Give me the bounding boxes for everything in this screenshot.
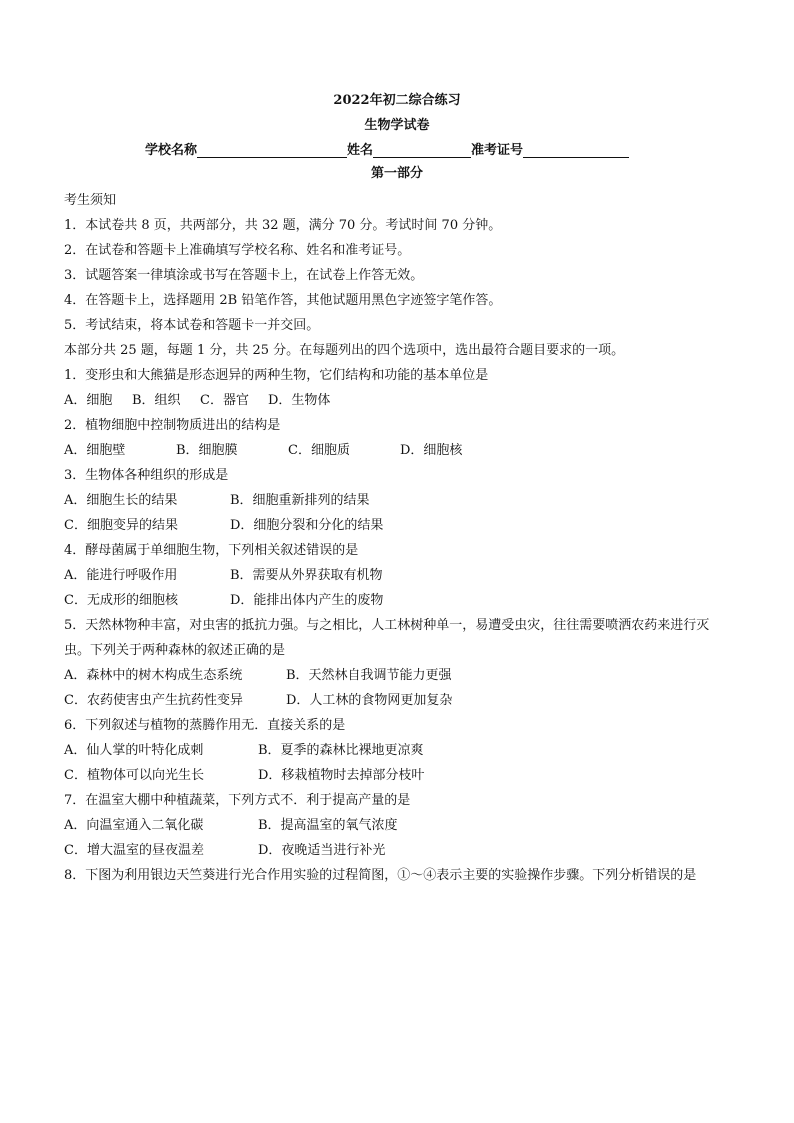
option-b: B．提高温室的氧气浓度 (258, 818, 398, 833)
instruction-item: 1．本试卷共 8 页，共两部分，共 32 题，满分 70 分。考试时间 70 分钟。 (64, 218, 502, 233)
option-c: C．植物体可以向光生长 (64, 768, 204, 783)
option-d: D．人工林的食物网更加复杂 (286, 693, 453, 708)
exam-subtitle: 生物学试卷 (364, 118, 430, 133)
option-row (64, 763, 734, 788)
option-d: D．移栽植物时去掉部分枝叶 (258, 768, 425, 783)
question-stem: 3．生物体各种组织的形成是 (64, 468, 229, 483)
exam-body (64, 188, 734, 888)
option-a: A．细胞壁 (64, 443, 126, 458)
option-row (64, 688, 734, 713)
option-a: A．森林中的树木构成生态系统 (64, 668, 243, 683)
school-blank (197, 143, 347, 158)
option-row (64, 738, 734, 763)
candidate-info-line (145, 138, 629, 158)
option-row (64, 813, 734, 838)
name-label: 姓名 (347, 143, 374, 158)
option-c: C．细胞质 (288, 443, 350, 458)
option-row (64, 838, 734, 863)
question-stem: 2．植物细胞中控制物质进出的结构是 (64, 418, 281, 433)
option-c: C．增大温室的昼夜温差 (64, 843, 204, 858)
exam-header (0, 88, 794, 181)
question-stem: 6．下列叙述与植物的蒸腾作用无．直接关系的是 (64, 718, 346, 733)
option-a: A．能进行呼吸作用 (64, 568, 178, 583)
instruction-item: 3．试题答案一律填涂或书写在答题卡上，在试卷上作答无效。 (64, 268, 424, 283)
option-a: A．细胞 (64, 393, 113, 408)
question-stem: 7．在温室大棚中种植蔬菜，下列方式不．利于提高产量的是 (64, 793, 411, 808)
option-c: C．无成形的细胞核 (64, 593, 178, 608)
option-row (64, 513, 734, 538)
option-c: C．器官 (200, 393, 249, 408)
instruction-item: 4．在答题卡上，选择题用 2B 铅笔作答，其他试题用黑色字迹签字笔作答。 (64, 293, 502, 308)
question-stem: 8．下图为利用银边天竺葵进行光合作用实验的过程简图，①～④表示主要的实验操作步骤。下列分析错误的是 (64, 868, 697, 883)
option-b: B．组织 (132, 393, 181, 408)
exam-title: 2022年初二综合练习 (333, 93, 461, 108)
option-c: C．农药使害虫产生抗药性变异 (64, 693, 243, 708)
option-row (64, 388, 734, 413)
option-d: D．细胞分裂和分化的结果 (230, 518, 384, 533)
option-row (64, 438, 734, 463)
option-a: A．向温室通入二氧化碳 (64, 818, 204, 833)
option-d: D．生物体 (268, 393, 331, 408)
option-row (64, 488, 734, 513)
option-b: B．需要从外界获取有机物 (230, 568, 383, 583)
name-blank (373, 143, 471, 158)
question-stem: 4．酵母菌属于单细胞生物，下列相关叙述错误的是 (64, 543, 359, 558)
option-b: B．细胞重新排列的结果 (230, 493, 370, 508)
option-d: D．细胞核 (400, 443, 463, 458)
option-a: A．仙人掌的叶特化成刺 (64, 743, 204, 758)
question-stem: 5．天然林物种丰富，对虫害的抵抗力强。与之相比，人工林树种单一，易遭受虫灾，往往需要喷洒农药来进行灭虫。下列关于两种森林的叙述正确的是 (64, 618, 710, 658)
instruction-item: 5．考试结束，将本试卷和答题卡一并交回。 (64, 318, 320, 333)
instruction-item: 2．在试卷和答题卡上准确填写学校名称、姓名和准考证号。 (64, 243, 411, 258)
exam-id-label: 准考证号 (471, 143, 524, 158)
part-intro: 本部分共 25 题，每题 1 分，共 25 分。在每题列出的四个选项中，选出最符合题目要求的一项。 (64, 343, 625, 358)
option-row (64, 563, 734, 588)
exam-id-blank (523, 143, 629, 158)
option-c: C．细胞变异的结果 (64, 518, 178, 533)
section-title: 第一部分 (370, 166, 423, 181)
school-label: 学校名称 (145, 143, 198, 158)
option-a: A．细胞生长的结果 (64, 493, 178, 508)
option-row (64, 588, 734, 613)
option-b: B．细胞膜 (176, 443, 238, 458)
instructions-heading: 考生须知 (64, 193, 117, 208)
question-stem: 1．变形虫和大熊猫是形态迥异的两种生物，它们结构和功能的基本单位是 (64, 368, 489, 383)
option-b: B．天然林自我调节能力更强 (286, 668, 452, 683)
option-b: B．夏季的森林比裸地更凉爽 (258, 743, 424, 758)
option-d: D．能排出体内产生的废物 (230, 593, 384, 608)
option-row (64, 663, 734, 688)
option-d: D．夜晚适当进行补光 (258, 843, 386, 858)
